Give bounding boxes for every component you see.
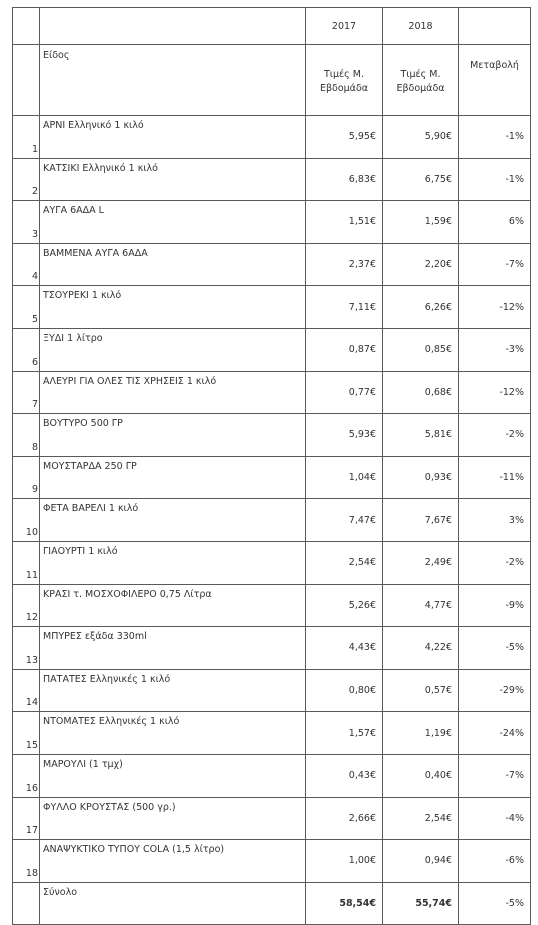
item-quantity: 1 κιλό (114, 120, 144, 131)
price-2017: 6,83€ (306, 159, 383, 202)
item-quantity: 1 κιλό (88, 545, 118, 557)
row-number: 15 (13, 712, 40, 755)
change-column-header: Μεταβολή (459, 45, 531, 116)
price-change: -12% (459, 372, 531, 415)
table-row (13, 201, 531, 244)
item-name: ΚΡΑΣΙ τ. ΜΟΣΧΟΦΙΛΕΡΟ (43, 588, 157, 600)
price-2018: 2,54€ (383, 798, 459, 841)
item-quantity: (1,5 λίτρο) (172, 844, 225, 856)
price-2018: 6,75€ (383, 159, 459, 202)
price-2017: 0,77€ (306, 372, 383, 415)
year-2017-header: 2017 (306, 8, 383, 45)
table-row (13, 159, 531, 202)
item-name: ΓΙΑΟΥΡΤΙ (43, 545, 86, 557)
price-2017: 2,37€ (306, 244, 383, 287)
price-2017: 1,04€ (306, 457, 383, 500)
item-name: ΜΠΥΡΕΣ (43, 631, 82, 643)
item-name-cell (40, 542, 306, 585)
item-quantity: 500 ΓΡ (90, 418, 123, 430)
price-2018: 2,49€ (383, 542, 459, 585)
price-header-line2: Εβδομάδα (396, 83, 445, 94)
price-2017: 1,00€ (306, 840, 383, 883)
table-row (13, 712, 531, 755)
item-name-cell (40, 286, 306, 329)
price-2017: 0,43€ (306, 755, 383, 798)
item-name: ΑΡΝΙ Ελληνικό (43, 120, 112, 131)
row-number: 13 (13, 627, 40, 670)
price-2018: 1,59€ (383, 201, 459, 244)
price-comparison-table (12, 7, 531, 925)
item-name: ΞΥΔΙ (43, 332, 65, 344)
row-number: 9 (13, 457, 40, 500)
item-quantity: 250 ΓΡ (104, 460, 137, 472)
price-change: -1% (459, 116, 531, 159)
price-2017: 5,93€ (306, 414, 383, 457)
item-name-cell (40, 755, 306, 798)
price-change: -11% (459, 457, 531, 500)
table-row (13, 499, 531, 542)
item-quantity: 1 κιλό (186, 375, 217, 387)
table-row (13, 585, 531, 628)
item-quantity: 1 λίτρο (67, 332, 103, 344)
table-row (13, 670, 531, 713)
row-number: 12 (13, 585, 40, 628)
price-2017: 2,54€ (306, 542, 383, 585)
table-row (13, 329, 531, 372)
item-column-header: Είδος (40, 45, 306, 116)
price-2018: 0,93€ (383, 457, 459, 500)
item-name: ΚΑΤΣΙΚΙ Ελληνικό (43, 162, 126, 174)
price-change: -24% (459, 712, 531, 755)
price-2018: 0,57€ (383, 670, 459, 713)
item-name: ΒΟΥΤΥΡΟ (43, 418, 88, 430)
table-row (13, 755, 531, 798)
item-name: ΝΤΟΜΑΤΕΣ Ελληνικές (43, 716, 148, 728)
item-name-cell (40, 457, 306, 500)
row-number: 16 (13, 755, 40, 798)
price-2018: 0,85€ (383, 329, 459, 372)
item-quantity: 1 κιλό (91, 290, 122, 302)
price-header-line1: Τιμές Μ. (323, 69, 364, 80)
item-quantity: (500 γρ.) (132, 801, 176, 813)
price-2017: 0,87€ (306, 329, 383, 372)
row-number: 18 (13, 840, 40, 883)
price-2017: 0,80€ (306, 670, 383, 713)
item-name-cell (40, 670, 306, 713)
price-change: -9% (459, 585, 531, 628)
price-header-line1: Τιμές Μ. (400, 69, 441, 80)
row-number: 11 (13, 542, 40, 585)
empty-cell (40, 8, 306, 45)
table-row (13, 840, 531, 883)
item-name-cell (40, 627, 306, 670)
price-2018-column-header (383, 45, 459, 116)
price-change: -2% (459, 542, 531, 585)
row-number: 1 (13, 116, 40, 159)
year-header-row (13, 8, 531, 45)
table-row (13, 457, 531, 500)
item-name: ΒΑΜΜΕΝΑ ΑΥΓΑ 6ΑΔΑ (43, 247, 148, 259)
column-header-row (13, 45, 531, 116)
price-change: -1% (459, 159, 531, 202)
item-name: ΑΛΕΥΡΙ ΓΙΑ ΟΛΕΣ ΤΙΣ ΧΡΗΣΕΙΣ (43, 375, 184, 387)
item-name: ΜΑΡΟΥΛΙ (43, 758, 87, 770)
item-name: ΦΕΤΑ ΒΑΡΕΛΙ (43, 503, 106, 515)
empty-cell (459, 8, 531, 45)
item-name: ΦΥΛΛΟ ΚΡΟΥΣΤΑΣ (43, 801, 130, 813)
table-row (13, 798, 531, 841)
row-number: 8 (13, 414, 40, 457)
empty-cell (13, 883, 40, 925)
price-2018: 5,90€ (383, 116, 459, 159)
table-row (13, 542, 531, 585)
item-name-cell (40, 840, 306, 883)
row-number: 17 (13, 798, 40, 841)
item-name-cell (40, 798, 306, 841)
item-quantity: 1 κιλό (108, 503, 139, 515)
item-name-cell (40, 329, 306, 372)
price-change: -3% (459, 329, 531, 372)
price-2018: 5,81€ (383, 414, 459, 457)
row-number: 6 (13, 329, 40, 372)
item-name: ΠΑΤΑΤΕΣ Ελληνικές (43, 673, 138, 685)
price-change: -7% (459, 755, 531, 798)
empty-cell (13, 45, 40, 116)
price-2018: 0,40€ (383, 755, 459, 798)
item-name: ΑΝΑΨΥΚΤΙΚΟ ΤΥΠΟΥ COLA (43, 844, 170, 856)
item-quantity: εξάδα 330ml (84, 631, 147, 643)
price-2018: 1,19€ (383, 712, 459, 755)
table-row (13, 116, 531, 159)
table-row (13, 372, 531, 415)
item-name: ΜΟΥΣΤΑΡΔΑ (43, 460, 102, 472)
row-number: 2 (13, 159, 40, 202)
price-change: 6% (459, 201, 531, 244)
item-name-cell (40, 116, 306, 159)
price-change: -4% (459, 798, 531, 841)
item-name-cell (40, 372, 306, 415)
price-2017: 7,47€ (306, 499, 383, 542)
table-row (13, 244, 531, 287)
total-label: Σύνολο (40, 883, 306, 925)
price-change: -29% (459, 670, 531, 713)
item-name: ΤΣΟΥΡΕΚΙ (43, 290, 89, 302)
row-number: 14 (13, 670, 40, 713)
total-price-2018: 55,74€ (383, 883, 459, 925)
price-2017: 7,11€ (306, 286, 383, 329)
item-quantity: 0,75 Λίτρα (159, 588, 212, 600)
price-change: -12% (459, 286, 531, 329)
item-quantity: 1 κιλό (140, 673, 171, 685)
price-2018: 2,20€ (383, 244, 459, 287)
item-name-cell (40, 499, 306, 542)
price-change: 3% (459, 499, 531, 542)
row-number: 10 (13, 499, 40, 542)
row-number: 4 (13, 244, 40, 287)
total-change: -5% (459, 883, 531, 925)
price-change: -5% (459, 627, 531, 670)
price-2018: 4,22€ (383, 627, 459, 670)
empty-cell (13, 8, 40, 45)
item-name-cell (40, 585, 306, 628)
row-number: 7 (13, 372, 40, 415)
total-row (13, 883, 531, 925)
table-row (13, 286, 531, 329)
price-2018: 6,26€ (383, 286, 459, 329)
price-header-line2: Εβδομάδα (319, 83, 369, 94)
item-name-cell (40, 244, 306, 287)
year-2018-header: 2018 (383, 8, 459, 45)
price-2017-column-header (306, 45, 383, 116)
price-2017: 5,26€ (306, 585, 383, 628)
price-2017: 4,43€ (306, 627, 383, 670)
item-name-cell (40, 159, 306, 202)
table-row (13, 414, 531, 457)
price-change: -7% (459, 244, 531, 287)
price-2018: 0,94€ (383, 840, 459, 883)
item-quantity: (1 τμχ) (89, 758, 123, 770)
price-2017: 1,51€ (306, 201, 383, 244)
item-name-cell (40, 712, 306, 755)
table-row (13, 627, 531, 670)
price-2017: 1,57€ (306, 712, 383, 755)
price-change: -6% (459, 840, 531, 883)
item-quantity: 1 κιλό (128, 162, 158, 174)
item-name: ΑΥΓΑ 6ΑΔΑ L (43, 205, 104, 217)
total-price-2017: 58,54€ (306, 883, 383, 925)
item-name-cell (40, 414, 306, 457)
table-body (13, 8, 531, 925)
price-2018: 4,77€ (383, 585, 459, 628)
row-number: 5 (13, 286, 40, 329)
price-change: -2% (459, 414, 531, 457)
price-2018: 0,68€ (383, 372, 459, 415)
price-2018: 7,67€ (383, 499, 459, 542)
price-2017: 5,95€ (306, 116, 383, 159)
price-2017: 2,66€ (306, 798, 383, 841)
item-quantity: 1 κιλό (150, 716, 180, 728)
item-name-cell (40, 201, 306, 244)
row-number: 3 (13, 201, 40, 244)
